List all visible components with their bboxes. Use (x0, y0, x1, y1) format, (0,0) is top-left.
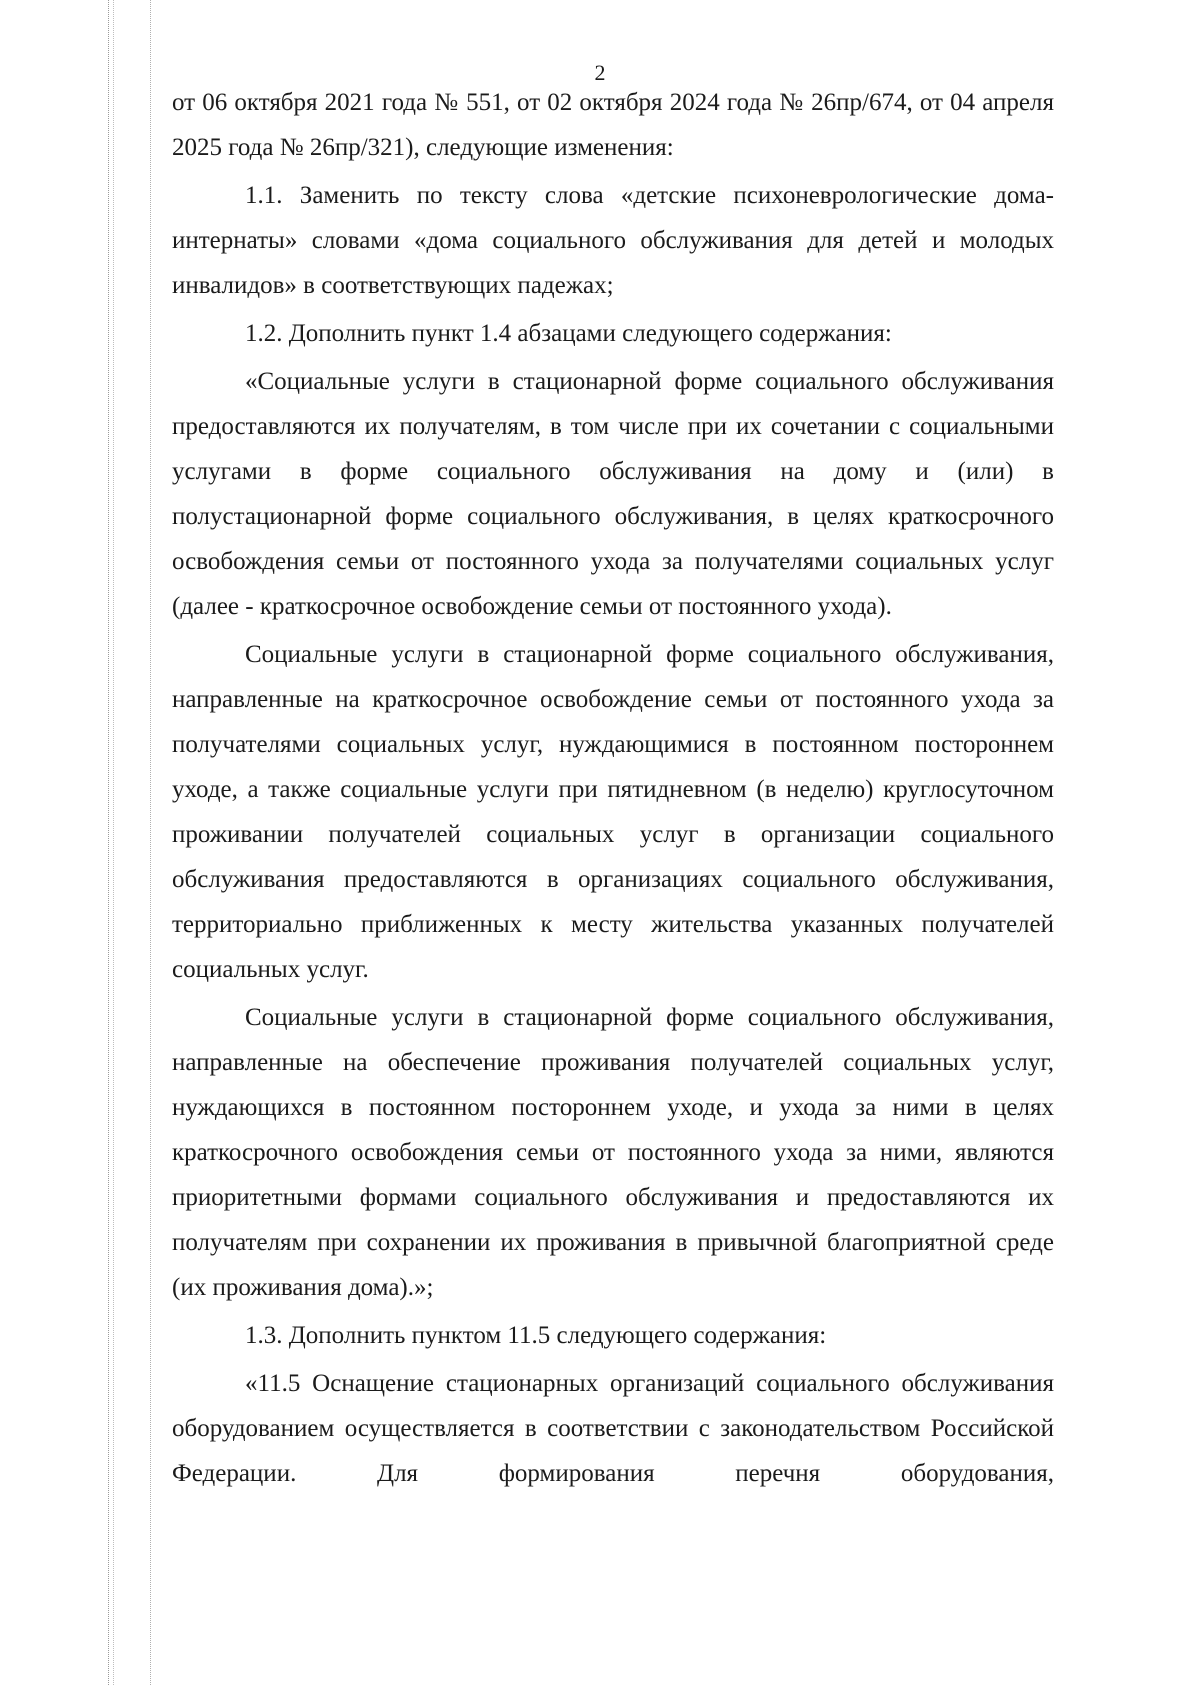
paragraph-quote-2: Социальные услуги в стационарной форме социального обслуживания, направленные на краткосрочное освобождение семьи от постоянного ухода за получателями социальных услуг, нуждающимися в постоянном постороннем уходе, а также социальные услуги при пятидневном (в неделю) круглосуточном проживании получателей социальных услуг в организации социального обслуживания предоставляются в организациях социального обслуживания, территориально приближенных к месту жительства указанных получателей социальных услуг. (172, 641, 1054, 983)
scan-margin-line (108, 0, 109, 1685)
paragraph-item-1-3: 1.3. Дополнить пунктом 11.5 следующего содержания: (245, 1322, 827, 1349)
scan-margin-line (150, 0, 151, 1685)
paragraph-quote-4: «11.5 Оснащение стационарных организаций социального обслуживания оборудованием осуществляется в соответствии с законодательством Российской Федерации. Для формирования перечня оборудования, (172, 1370, 1054, 1487)
paragraph-item-1-1: 1.1. Заменить по тексту слова «детские психоневрологические дома-интернаты» словами «дома социального обслуживания для детей и молодых инвалидов» в соответствующих падежах; (172, 182, 1054, 299)
document-body (172, 80, 1054, 1499)
page-number: 2 (594, 60, 606, 85)
paragraph-quote-1: «Социальные услуги в стационарной форме социального обслуживания предоставляются их получателям, в том числе при их сочетании с социальными услугами в форме социального обслуживания на дому и (или) в полустационарной форме социального обслуживания, в целях краткосрочного освобождения семьи от постоянного ухода за получателями социальных услуг (далее - краткосрочное освобождение семьи от постоянного ухода). (172, 368, 1054, 620)
paragraph-quote-3: Социальные услуги в стационарной форме социального обслуживания, направленные на обеспечение проживания получателей социальных услуг, нуждающихся в постоянном постороннем уходе, и ухода за ними в целях краткосрочного освобождения семьи от постоянного ухода за ними, являются приоритетными формами социального обслуживания и предоставляются их получателям при сохранении их проживания в привычной благоприятной среде (их проживания дома).»; (172, 1004, 1054, 1301)
paragraph-continuation: от 06 октября 2021 года № 551, от 02 октября 2024 года № 26пр/674, от 04 апреля 2025 года № 26пр/321), следующие изменения: (172, 89, 1054, 161)
paragraph-item-1-2: 1.2. Дополнить пункт 1.4 абзацами следующего содержания: (245, 320, 892, 347)
scan-margin-line (113, 0, 114, 1685)
